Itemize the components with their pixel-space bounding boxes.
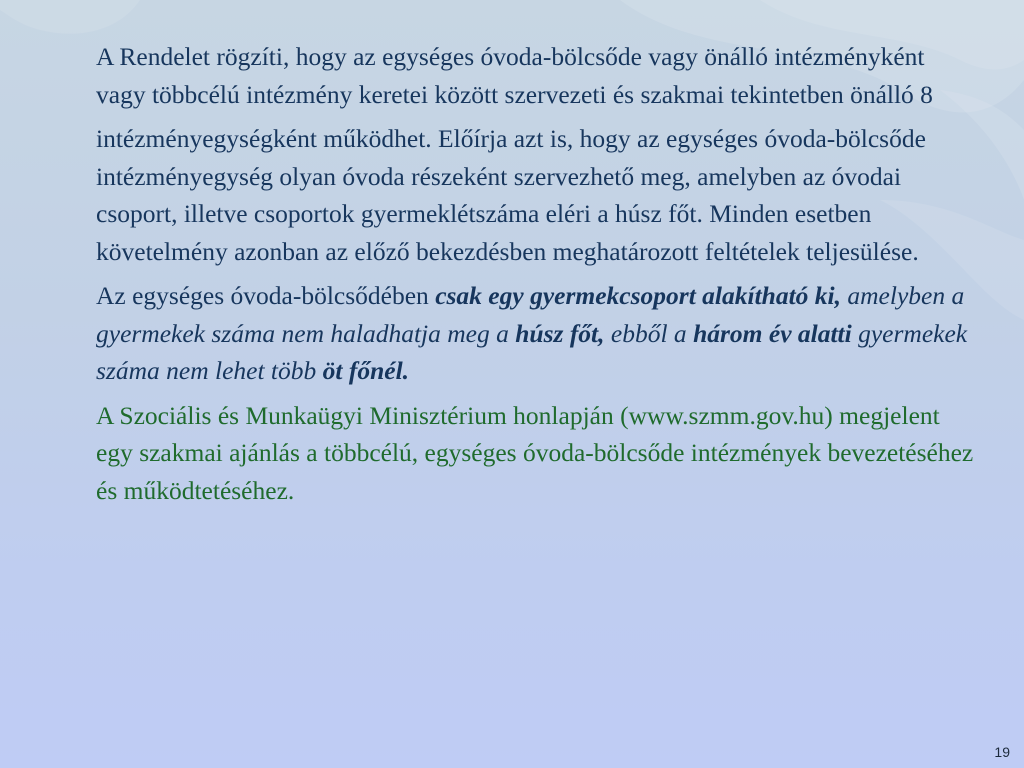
paragraph-2-segment-1: intézményegységként működhet. Előírja azt is, hogy az egységes óvoda-bölcsőde intézményegység olyan óvoda részeként szervezhető meg, amelyben az óvodai csoport, illetve csoportok gyermeklétszáma eléri a húsz főt. Minden esetben követelmény azonban az előző bekezdésben meghatározott feltételek teljesülése. (96, 124, 926, 266)
paragraph-4-segment-1: A Szociális és Munkaügyi Minisztérium honlapján (www.szmm.gov.hu) megjelent egy szakmai ajánlás a többcélú, egységes óvoda-bölcsőde intézmények bevezetéséhez és működtetéséhez. (96, 400, 974, 505)
paragraph-3-segment-6: három év alatti (693, 318, 852, 348)
slide-body (96, 38, 976, 516)
paragraph-2 (96, 120, 976, 270)
paragraph-4 (96, 397, 976, 510)
page-number: 19 (994, 744, 1010, 760)
paragraph-1 (96, 38, 976, 113)
paragraph-3-segment-3: amelyben a gyermekek száma nem haladhatja meg a (96, 281, 965, 348)
paragraph-3-segment-8: öt főnél. (322, 356, 410, 385)
paragraph-3-segment-5: ebből a (604, 318, 694, 348)
paragraph-3-segment-1: Az egységes óvoda-bölcsődében (96, 281, 436, 310)
paragraph-3-segment-7: gyermekek száma nem lehet több (96, 318, 968, 385)
paragraph-3 (96, 277, 976, 390)
paragraph-3-segment-4: húsz főt, (515, 318, 605, 348)
paragraph-3-segment-2: csak egy gyermekcsoport alakítható ki, (435, 281, 842, 310)
paragraph-1-segment-1: A Rendelet rögzíti, hogy az egységes óvoda-bölcsőde vagy önálló intézményként vagy többcélú intézmény keretei között szervezeti és szakmai tekintetben önálló 8 (96, 42, 933, 109)
